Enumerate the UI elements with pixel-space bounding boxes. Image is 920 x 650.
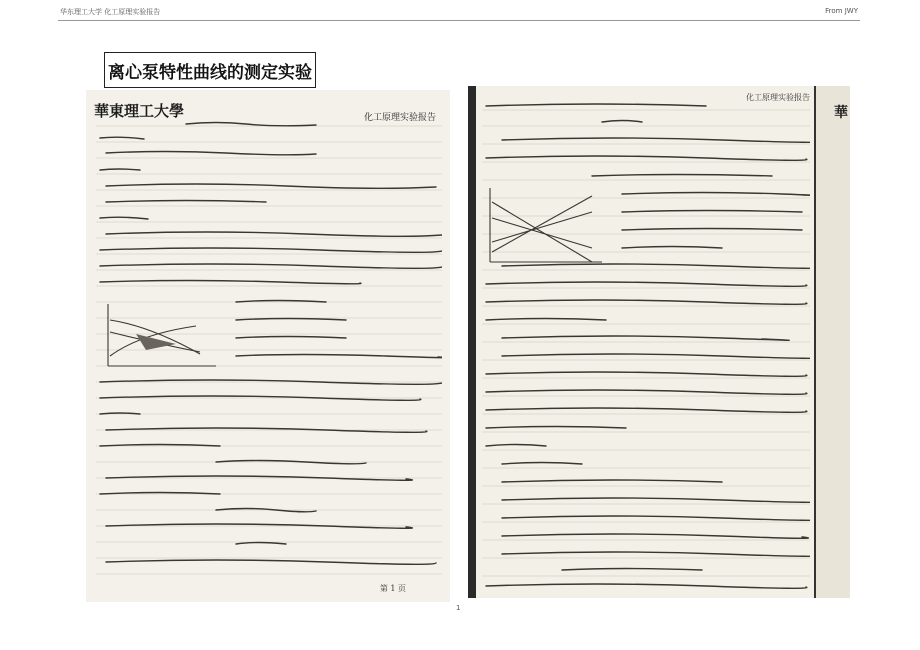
scanned-page-left <box>86 90 450 602</box>
handwriting-lines-right <box>482 92 810 590</box>
scan-report-type-right: 化工原理实验报告 <box>746 93 810 102</box>
header-rule <box>58 20 860 21</box>
scan-footer: 第 1 页 <box>379 584 406 593</box>
handwriting-lines-left <box>96 120 442 582</box>
adjacent-page-strip <box>814 86 850 598</box>
adjacent-university-mark: 華 <box>834 105 848 121</box>
pipeline-curve-sketch <box>490 188 602 262</box>
scanned-page-right <box>468 86 850 598</box>
pump-curve-sketch <box>108 304 216 366</box>
header-left: 华东理工大学 化工原理实验报告 <box>60 8 161 16</box>
page-number: 1 <box>456 604 461 612</box>
binding-spine <box>468 86 476 598</box>
page-title: 离心泵特性曲线的测定实验 <box>104 52 316 88</box>
scan-report-type: 化工原理实验报告 <box>363 113 436 123</box>
scan-university-name: 華東理工大學 <box>94 102 185 120</box>
header-right: From JWY <box>825 7 858 15</box>
